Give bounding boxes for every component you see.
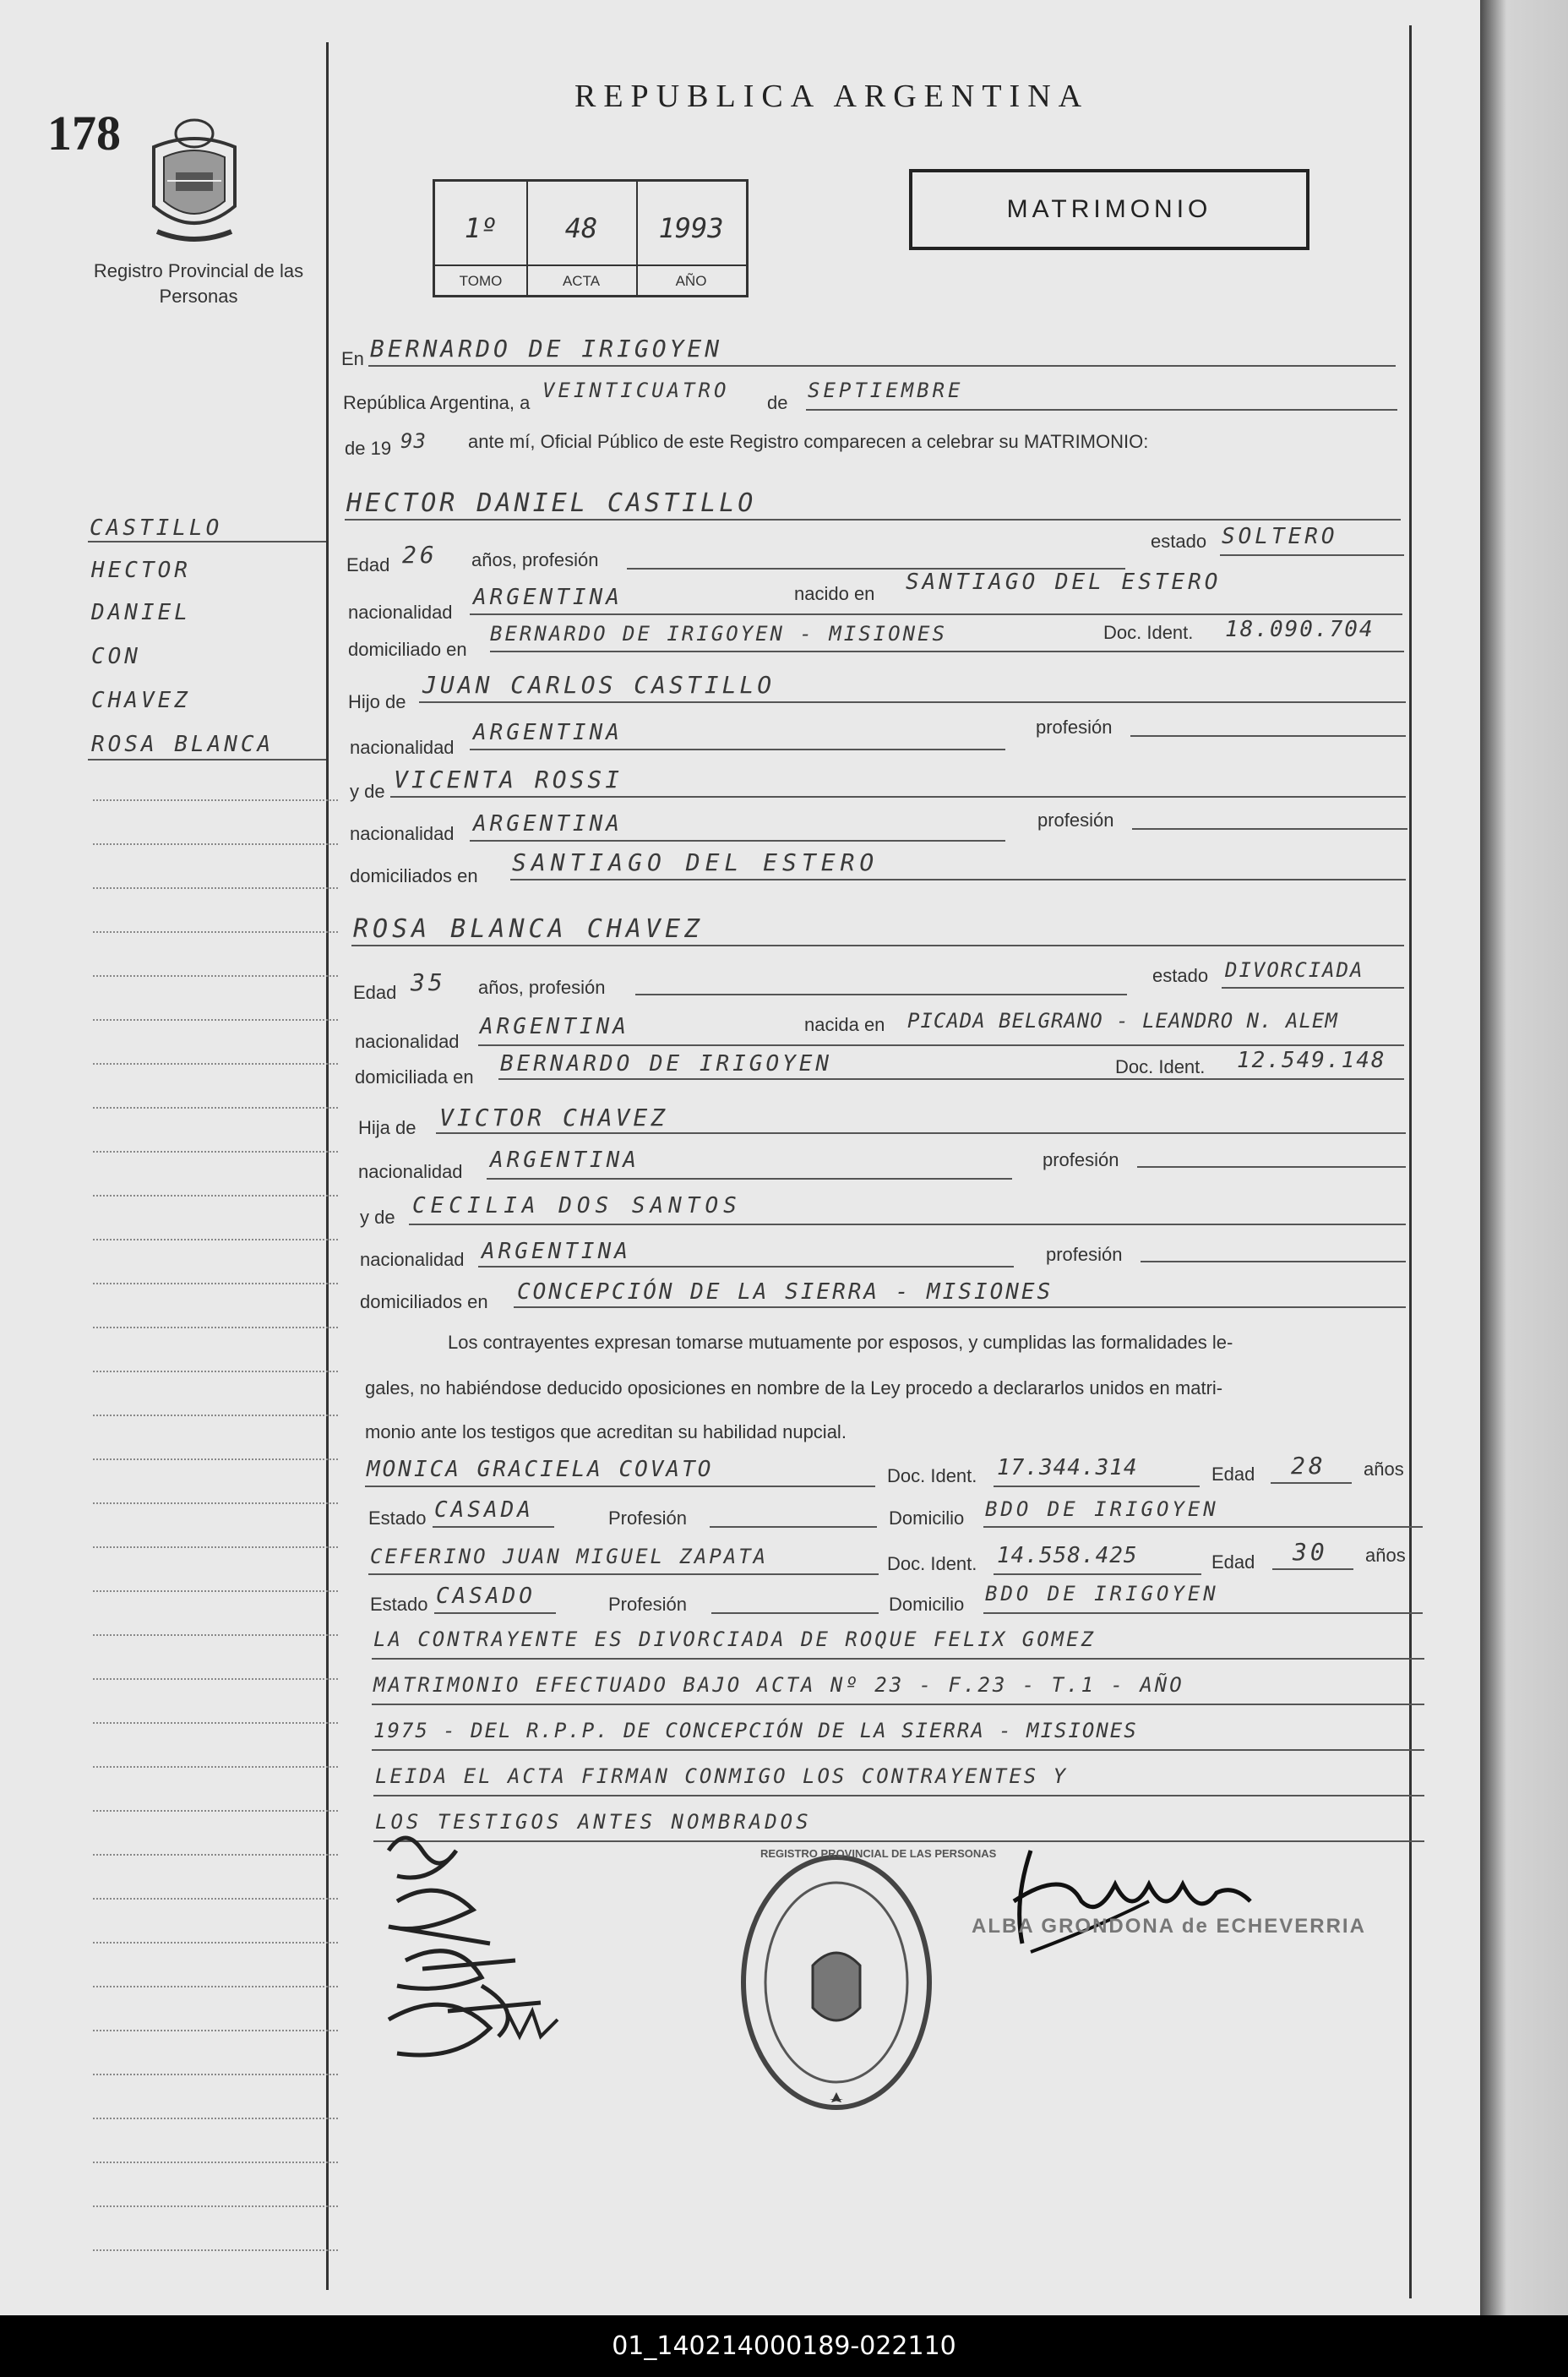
witness2-status: CASADO xyxy=(436,1584,536,1609)
spouse2-father-nationality-label: nacionalidad xyxy=(358,1161,463,1182)
seal-text: REGISTRO PROVINCIAL DE LAS PERSONAS xyxy=(760,1847,997,1860)
witness1-domicile-label: Domicilio xyxy=(889,1507,965,1529)
registry-seal xyxy=(735,1847,938,2118)
spouse1-doc: 18.090.704 xyxy=(1225,617,1375,642)
notes-line-4: LEIDA EL ACTA FIRMAN CONMIGO LOS CONTRAYENTES Y xyxy=(375,1764,1069,1788)
notes-line-3: 1975 - DEL R.P.P. DE CONCEPCIÓN DE LA SIERRA - MISIONES xyxy=(373,1719,1138,1742)
margin-dotted-line xyxy=(93,1678,338,1680)
witness1-profession-label: Profesión xyxy=(608,1507,687,1529)
notes-line-2: MATRIMONIO EFECTUADO BAJO ACTA Nº 23 - F.23 - T.1 - AÑO xyxy=(373,1673,1184,1697)
margin-dotted-line xyxy=(93,1019,338,1021)
republica-label: República Argentina, a xyxy=(343,392,531,413)
margin-dotted-line xyxy=(93,1063,338,1065)
margin-dotted-line xyxy=(93,1810,338,1812)
margin-dotted-line xyxy=(93,2162,338,2163)
spouse2-domicile: BERNARDO DE IRIGOYEN xyxy=(500,1051,833,1077)
margin-dotted-line xyxy=(93,1327,338,1328)
margin-name-4: CON xyxy=(91,644,141,669)
witness2-domicile-label: Domicilio xyxy=(889,1594,965,1615)
margin-dotted-line xyxy=(93,1942,338,1944)
officer-signature xyxy=(980,1834,1284,1977)
spouse2-age: 35 xyxy=(411,968,446,996)
declaration-line-3: monio ante los testigos que acreditan su habilidad nupcial. xyxy=(365,1421,847,1442)
spouse2-doc-label: Doc. Ident. xyxy=(1115,1056,1206,1077)
ano-label: AÑO xyxy=(675,273,707,289)
tomo-acta-ano-table xyxy=(433,179,749,297)
margin-dotted-line xyxy=(93,1283,338,1284)
margin-dotted-line xyxy=(93,2074,338,2075)
margin-line-left xyxy=(326,42,329,2290)
spouse1-father-nationality-label: nacionalidad xyxy=(350,737,455,758)
margin-dotted-line xyxy=(93,843,338,845)
month-value: SEPTIEMBRE xyxy=(808,379,964,402)
spouse1-parents-domicile: SANTIAGO DEL ESTERO xyxy=(512,848,879,876)
witness1-status-label: Estado xyxy=(368,1507,427,1529)
spouse1-parents-domicile-label: domiciliados en xyxy=(350,865,478,886)
witness2-doc-label: Doc. Ident. xyxy=(887,1553,977,1574)
margin-dotted-line xyxy=(93,2030,338,2031)
tomo-value: 1º xyxy=(464,212,498,244)
margin-line-right xyxy=(1409,25,1412,2298)
footer-id: 01_140214000189-022110 xyxy=(0,2315,1568,2377)
page-number: 178 xyxy=(47,106,121,161)
spouse1-father-nationality: ARGENTINA xyxy=(473,720,623,745)
margin-dotted-line xyxy=(93,2249,338,2251)
witness2-domicile: BDO DE IRIGOYEN xyxy=(985,1582,1219,1606)
declaration-intro: ante mí, Oficial Público de este Registro comparecen a celebrar su MATRIMONIO: xyxy=(468,431,1149,452)
witness1-doc-label: Doc. Ident. xyxy=(887,1465,977,1486)
spouse1-and-of-label: y de xyxy=(350,781,385,802)
margin-dotted-line xyxy=(93,1766,338,1768)
page-title: REPUBLICA ARGENTINA xyxy=(574,79,1090,114)
day-value: VEINTICUATRO xyxy=(542,379,730,402)
spouse2-nationality: ARGENTINA xyxy=(480,1014,629,1039)
witness1-doc: 17.344.314 xyxy=(997,1455,1138,1480)
acta-value: 48 xyxy=(564,212,598,244)
spouse1-father-profession-label: profesión xyxy=(1036,717,1113,738)
spouse2-born-label: nacida en xyxy=(804,1014,885,1035)
spouse1-doc-label: Doc. Ident. xyxy=(1103,622,1194,643)
margin-dotted-line xyxy=(93,887,338,889)
notes-line-5: LOS TESTIGOS ANTES NOMBRADOS xyxy=(375,1810,812,1834)
spouse2-father: VICTOR CHAVEZ xyxy=(439,1104,669,1131)
acta-label: ACTA xyxy=(562,273,601,289)
witness2-age: 30 xyxy=(1293,1538,1328,1566)
margin-dotted-line xyxy=(93,931,338,933)
margin-dotted-line xyxy=(93,1590,338,1592)
spouse1-status: SOLTERO xyxy=(1222,524,1338,549)
spouse1-status-label: estado xyxy=(1151,531,1207,552)
margin-dotted-line xyxy=(93,1107,338,1109)
witness1-status: CASADA xyxy=(434,1497,534,1523)
margin-name-1: CASTILLO xyxy=(90,515,223,541)
margin-dotted-line xyxy=(93,1722,338,1724)
spouse1-mother-profession-label: profesión xyxy=(1037,810,1114,831)
spouse2-name: ROSA BLANCA CHAVEZ xyxy=(353,914,705,944)
year-prefix-label: de 19 xyxy=(345,438,392,459)
spouse1-mother: VICENTA ROSSI xyxy=(394,766,623,793)
spouse1-nationality-label: nacionalidad xyxy=(348,602,453,623)
ano-value: 1993 xyxy=(658,212,724,244)
margin-name-2: HECTOR xyxy=(91,558,191,583)
spouse1-mother-nationality: ARGENTINA xyxy=(473,811,623,837)
spouse1-domicile: BERNARDO DE IRIGOYEN - MISIONES xyxy=(490,622,947,646)
margin-dotted-line xyxy=(93,1195,338,1197)
margin-dotted-line xyxy=(93,1239,338,1240)
witness1-age-label: Edad xyxy=(1211,1464,1255,1485)
spouse1-nationality: ARGENTINA xyxy=(473,585,623,610)
coat-of-arms-icon xyxy=(142,113,247,248)
witness1-domicile: BDO DE IRIGOYEN xyxy=(985,1497,1219,1521)
spouse2-nationality-label: nacionalidad xyxy=(355,1031,460,1052)
spouse2-age-label: Edad xyxy=(353,982,397,1003)
act-type-box: MATRIMONIO xyxy=(909,169,1309,250)
margin-dotted-line xyxy=(93,1986,338,1987)
margin-name-6: ROSA BLANCA xyxy=(91,732,275,757)
margin-dotted-line xyxy=(93,975,338,977)
en-label: En xyxy=(341,348,364,369)
spouse2-mother-nationality-label: nacionalidad xyxy=(360,1249,465,1270)
de-label: de xyxy=(767,392,788,413)
declaration-line-2: gales, no habiéndose deducido oposiciones en nombre de la Ley procedo a declararlos unidos en matri- xyxy=(365,1377,1223,1398)
place-value: BERNARDO DE IRIGOYEN xyxy=(370,335,723,363)
registry-name: Registro Provincial de las Personas xyxy=(93,260,304,307)
margin-dotted-line xyxy=(93,1854,338,1856)
spouse2-daughter-of-label: Hija de xyxy=(358,1117,416,1138)
witness2-profession-label: Profesión xyxy=(608,1594,687,1615)
margin-dotted-line xyxy=(93,1458,338,1460)
officer-stamp: ALBA GRONDONA de ECHEVERRIA xyxy=(972,1915,1366,1938)
witness2-name: CEFERINO JUAN MIGUEL ZAPATA xyxy=(370,1545,769,1568)
margin-dotted-line xyxy=(93,2118,338,2119)
witness1-years-label: años xyxy=(1364,1458,1404,1480)
spouse2-father-nationality: ARGENTINA xyxy=(490,1148,640,1173)
year-suffix-value: 93 xyxy=(400,429,427,453)
margin-dotted-line xyxy=(93,1634,338,1636)
spouse2-doc: 12.549.148 xyxy=(1237,1048,1386,1073)
spouse2-mother-profession-label: profesión xyxy=(1046,1244,1123,1265)
spouse1-son-of-label: Hijo de xyxy=(348,691,406,712)
spouse2-mother: CECILIA DOS SANTOS xyxy=(412,1193,742,1218)
witness2-status-label: Estado xyxy=(370,1594,428,1615)
spouse1-age-label: Edad xyxy=(346,554,390,575)
spouse2-mother-nationality: ARGENTINA xyxy=(482,1239,631,1264)
spouse1-father: JUAN CARLOS CASTILLO xyxy=(422,671,776,699)
spouse1-domicile-label: domiciliado en xyxy=(348,639,467,660)
spouse1-age: 26 xyxy=(402,541,438,569)
spouse2-years-profession-label: años, profesión xyxy=(478,977,606,998)
margin-name-5: CHAVEZ xyxy=(91,688,191,713)
party-signatures xyxy=(372,1817,574,2079)
margin-dotted-line xyxy=(93,1371,338,1372)
margin-name-3: DANIEL xyxy=(91,600,191,625)
tomo-label: TOMO xyxy=(459,273,503,289)
spouse1-born-label: nacido en xyxy=(794,583,875,604)
notes-line-1: LA CONTRAYENTE ES DIVORCIADA DE ROQUE FELIX GOMEZ xyxy=(373,1627,1097,1651)
spouse2-father-profession-label: profesión xyxy=(1043,1149,1119,1170)
witness1-age: 28 xyxy=(1291,1452,1326,1480)
book-spine-edge xyxy=(1480,0,1568,2315)
spouse2-domicile-label: domiciliada en xyxy=(355,1066,474,1088)
witness2-doc: 14.558.425 xyxy=(997,1543,1138,1568)
spouse1-mother-nationality-label: nacionalidad xyxy=(350,823,455,844)
margin-dotted-line xyxy=(93,1502,338,1504)
witness1-name: MONICA GRACIELA COVATO xyxy=(367,1457,714,1482)
spouse2-parents-domicile-label: domiciliados en xyxy=(360,1291,488,1312)
declaration-line-1: Los contrayentes expresan tomarse mutuamente por esposos, y cumplidas las formalidades le- xyxy=(448,1332,1233,1353)
margin-dotted-line xyxy=(93,1415,338,1416)
spouse2-and-of-label: y de xyxy=(360,1207,395,1228)
witness2-years-label: años xyxy=(1365,1545,1406,1566)
margin-dotted-line xyxy=(93,1151,338,1153)
spouse1-years-profession-label: años, profesión xyxy=(471,549,599,570)
spouse1-born: SANTIAGO DEL ESTERO xyxy=(906,570,1222,595)
spouse2-born: PICADA BELGRANO - LEANDRO N. ALEM xyxy=(907,1009,1338,1033)
margin-dotted-line xyxy=(93,799,338,801)
witness2-age-label: Edad xyxy=(1211,1551,1255,1573)
margin-dotted-line xyxy=(93,1898,338,1900)
spouse2-status-label: estado xyxy=(1152,965,1209,986)
margin-dotted-line xyxy=(93,2205,338,2207)
spouse2-parents-domicile: CONCEPCIÓN DE LA SIERRA - MISIONES xyxy=(517,1279,1054,1305)
margin-dotted-line xyxy=(93,1546,338,1548)
spouse2-status: DIVORCIADA xyxy=(1225,958,1364,982)
spouse1-name: HECTOR DANIEL CASTILLO xyxy=(346,488,757,518)
